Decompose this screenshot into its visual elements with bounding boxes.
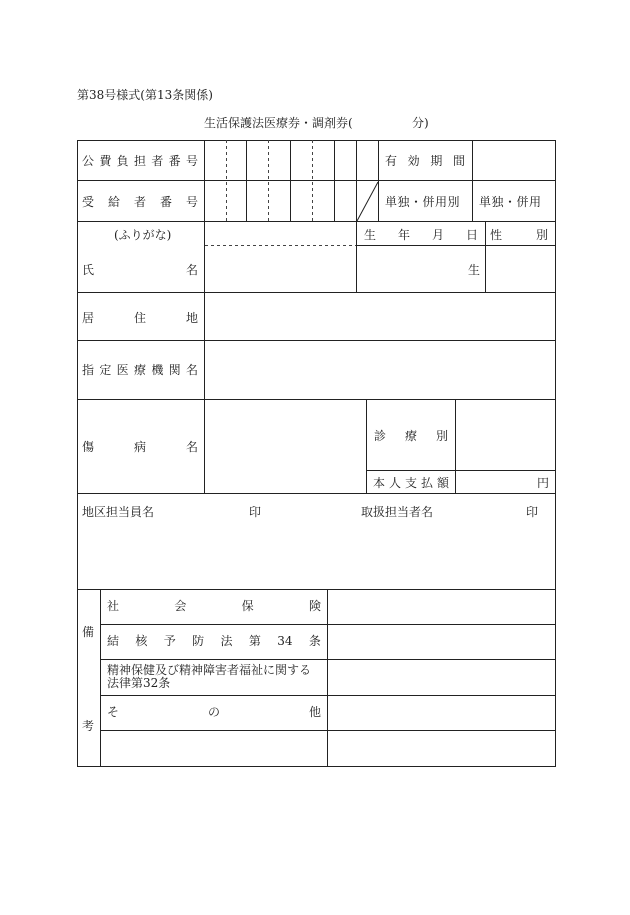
name-label: 氏 名	[82, 263, 198, 277]
mental-health-law-label: 精神保健及び精神障害者福祉に関する法律第32条	[107, 663, 312, 690]
tb-law-field[interactable]	[328, 625, 555, 659]
mental-health-law-field[interactable]	[328, 660, 555, 695]
other-field[interactable]	[328, 696, 555, 730]
self-payment-label: 本 人 支 払 額	[373, 476, 449, 490]
institution-field[interactable]	[205, 341, 555, 399]
validity-period-label: 有 効 期 間	[385, 154, 465, 168]
form-number: 第38号様式(第13条関係)	[77, 88, 213, 102]
remarks-label-top: 備	[82, 625, 95, 639]
form-title: 生活保護法医療券・調剤券(	[204, 116, 353, 130]
district-officer-label: 地区担当員名	[82, 505, 155, 519]
sex-label: 性 別	[490, 228, 548, 242]
tb-law-label: 結 核 予 防 法 第 34 条	[107, 634, 321, 648]
form-title-suffix: 分)	[412, 116, 429, 130]
single-combined-label: 単独・併用別	[385, 195, 461, 209]
address-label: 居 住 地	[82, 311, 198, 325]
recipient-number-label: 受 給 者 番 号	[82, 195, 198, 209]
single-combined-value[interactable]: 単独・併用	[479, 195, 542, 209]
furigana-label: (ふりがな)	[114, 228, 172, 242]
seal-mark: 印	[249, 505, 262, 519]
disease-field[interactable]	[205, 400, 366, 493]
yen-unit: 円	[537, 476, 550, 490]
treatment-type-label: 診 療 別	[374, 429, 448, 443]
other-label: そ の 他	[107, 705, 321, 719]
institution-label: 指 定 医 療 機 関 名	[82, 363, 198, 377]
social-insurance-field[interactable]	[328, 590, 555, 624]
name-field[interactable]	[205, 246, 356, 292]
extra-remarks-label-field[interactable]	[101, 731, 327, 766]
born-suffix: 生	[468, 263, 481, 277]
disease-label: 傷 病 名	[82, 440, 198, 454]
remarks-label-bottom: 考	[82, 719, 95, 733]
seal-mark-2: 印	[526, 505, 539, 519]
handler-label: 取扱担当者名	[361, 505, 434, 519]
extra-remarks-field[interactable]	[328, 731, 555, 766]
dob-label: 生 年 月 日	[364, 228, 478, 242]
social-insurance-label: 社 会 保 険	[107, 599, 321, 613]
validity-period-field[interactable]	[473, 141, 555, 180]
address-field[interactable]	[205, 293, 555, 340]
payer-number-label: 公 費 負 担 者 番 号	[82, 154, 198, 168]
